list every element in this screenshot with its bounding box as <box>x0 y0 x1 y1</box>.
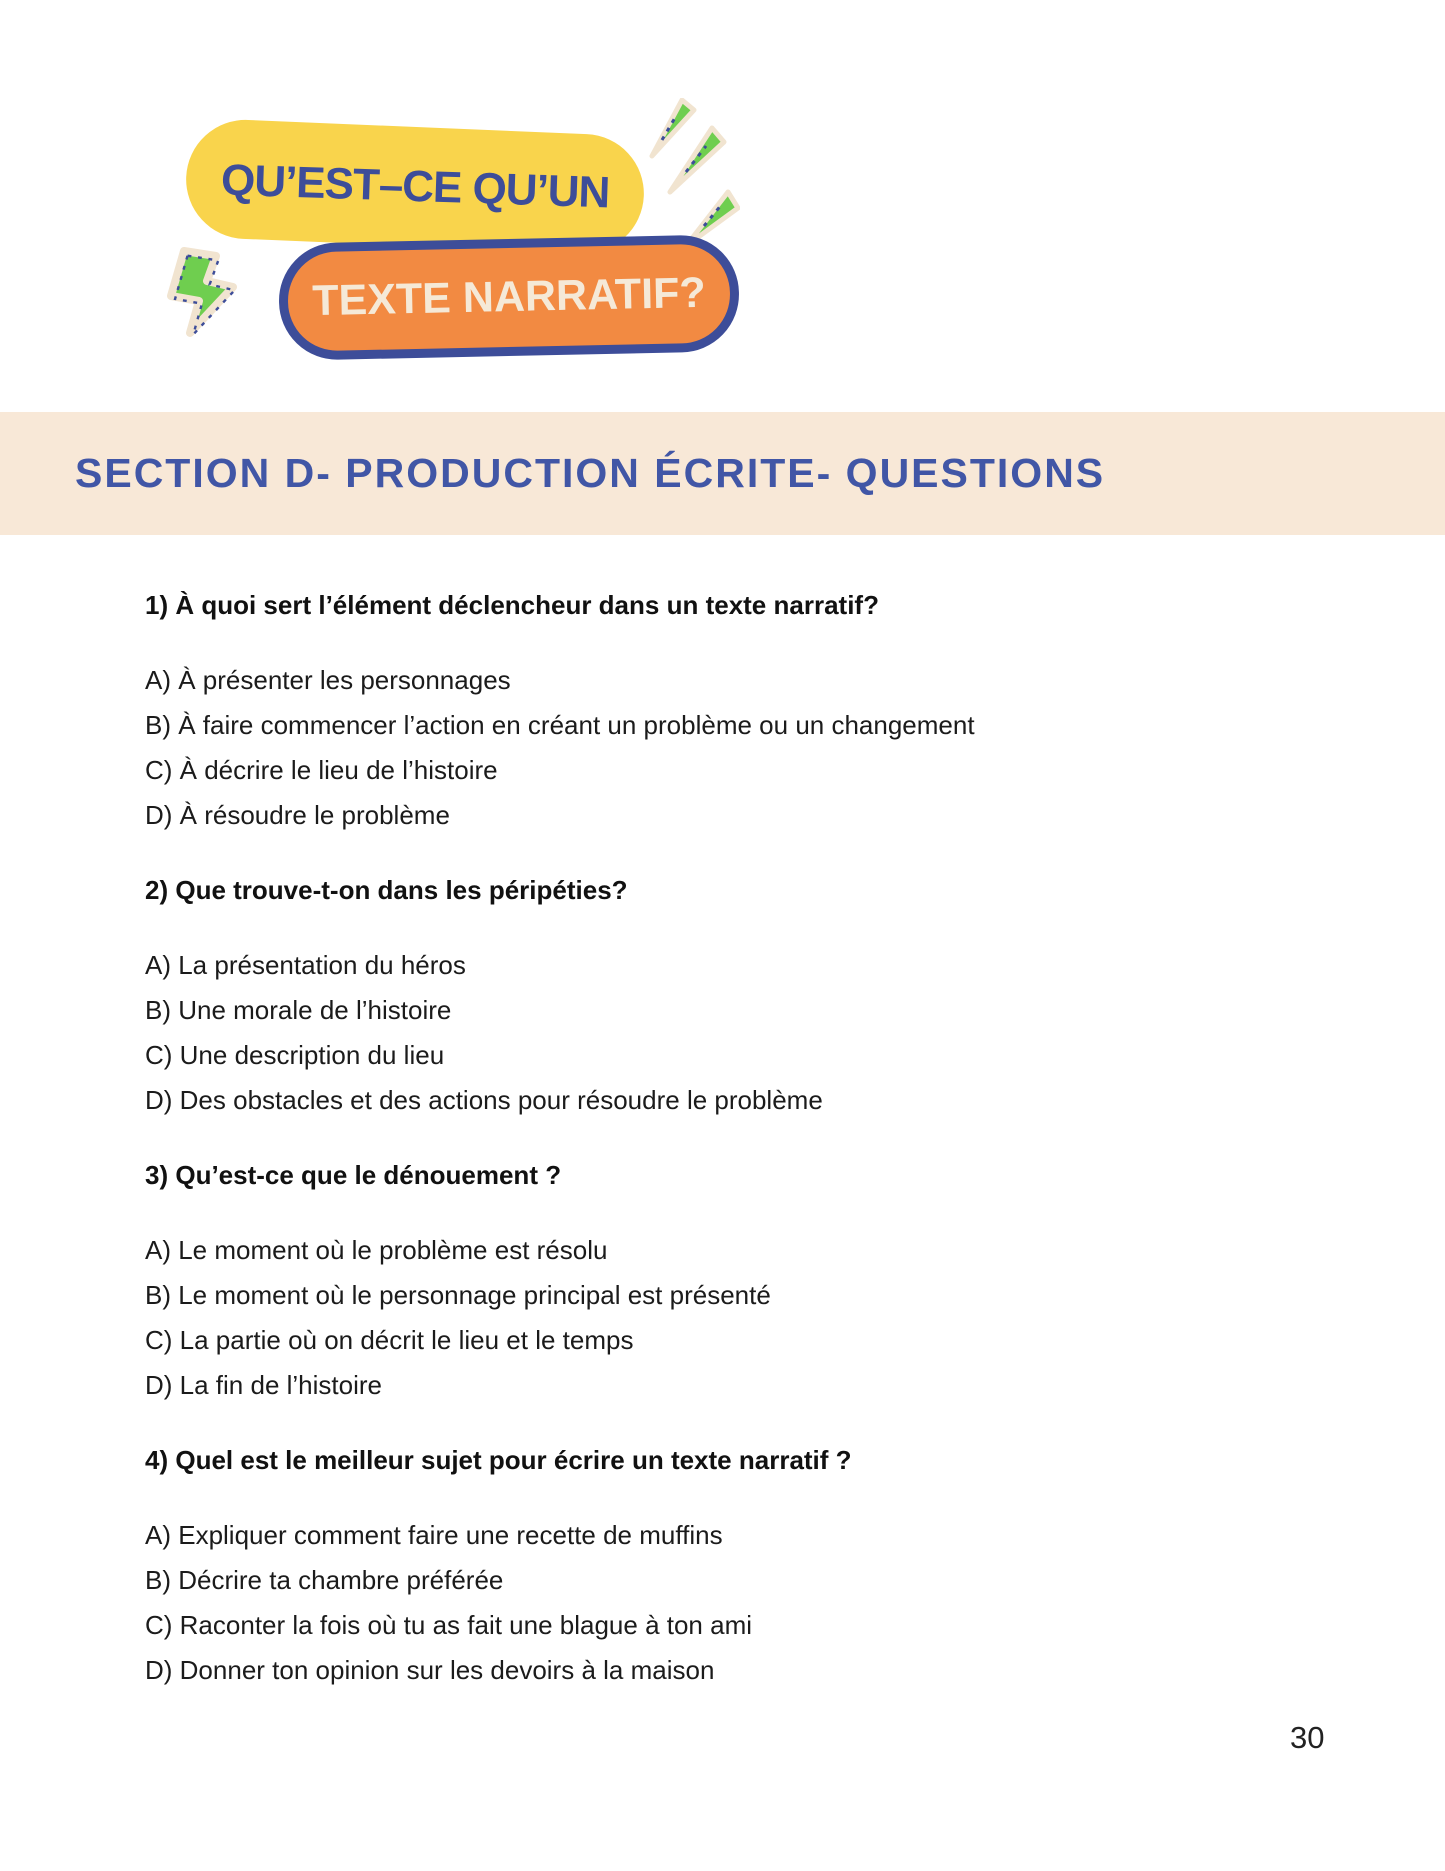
section-banner <box>0 412 1445 535</box>
option-item: C) La partie où on décrit le lieu et le temps <box>145 1325 634 1355</box>
option-item: B) Une morale de l’histoire <box>145 995 452 1025</box>
speed-lines-icon <box>648 98 740 250</box>
option-item: B) À faire commencer l’action en créant un problème ou un changement <box>145 710 975 740</box>
logo-line2: TEXTE NARRATIF? <box>311 268 707 326</box>
option-item: C) À décrire le lieu de l’histoire <box>145 755 498 785</box>
question-title: 2) Que trouve-t-on dans les péripéties? <box>145 875 628 905</box>
option-item: A) À présenter les personnages <box>145 665 511 695</box>
lightning-bolt-icon <box>148 243 250 339</box>
option-item: D) La fin de l’histoire <box>145 1370 382 1400</box>
question-title: 3) Qu’est-ce que le dénouement ? <box>145 1160 562 1190</box>
options-list <box>145 1513 1395 1693</box>
options-list <box>145 943 1395 1123</box>
question-title: 1) À quoi sert l’élément déclencheur dans un texte narratif? <box>145 590 879 620</box>
options-list <box>145 1228 1395 1408</box>
question-block-1 <box>145 588 1395 838</box>
question-block-4 <box>145 1443 1395 1693</box>
option-item: D) Des obstacles et des actions pour résoudre le problème <box>145 1085 823 1115</box>
option-item: A) La présentation du héros <box>145 950 466 980</box>
logo-bottom-badge <box>278 234 740 361</box>
question-block-3 <box>145 1158 1395 1408</box>
question-block-2 <box>145 873 1395 1123</box>
option-item: B) Décrire ta chambre préférée <box>145 1565 504 1595</box>
questions-area <box>145 588 1395 1728</box>
section-title: SECTION D- PRODUCTION ÉCRITE- QUESTIONS <box>75 450 1106 496</box>
option-item: D) Donner ton opinion sur les devoirs à la maison <box>145 1655 715 1685</box>
page-number: 30 <box>1290 1720 1325 1755</box>
option-item: C) Une description du lieu <box>145 1040 445 1070</box>
logo-top-badge <box>184 117 647 255</box>
option-item: B) Le moment où le personnage principal est présenté <box>145 1280 771 1310</box>
option-item: A) Expliquer comment faire une recette de muffins <box>145 1520 723 1550</box>
question-title: 4) Quel est le meilleur sujet pour écrire un texte narratif ? <box>145 1445 852 1475</box>
option-item: C) Raconter la fois où tu as fait une blague à ton ami <box>145 1610 753 1640</box>
option-item: D) À résoudre le problème <box>145 800 450 830</box>
title-logo <box>0 0 820 400</box>
options-list <box>145 658 1395 838</box>
option-item: A) Le moment où le problème est résolu <box>145 1235 608 1265</box>
logo-line1: QU’EST–CE QU’UN <box>220 155 610 217</box>
